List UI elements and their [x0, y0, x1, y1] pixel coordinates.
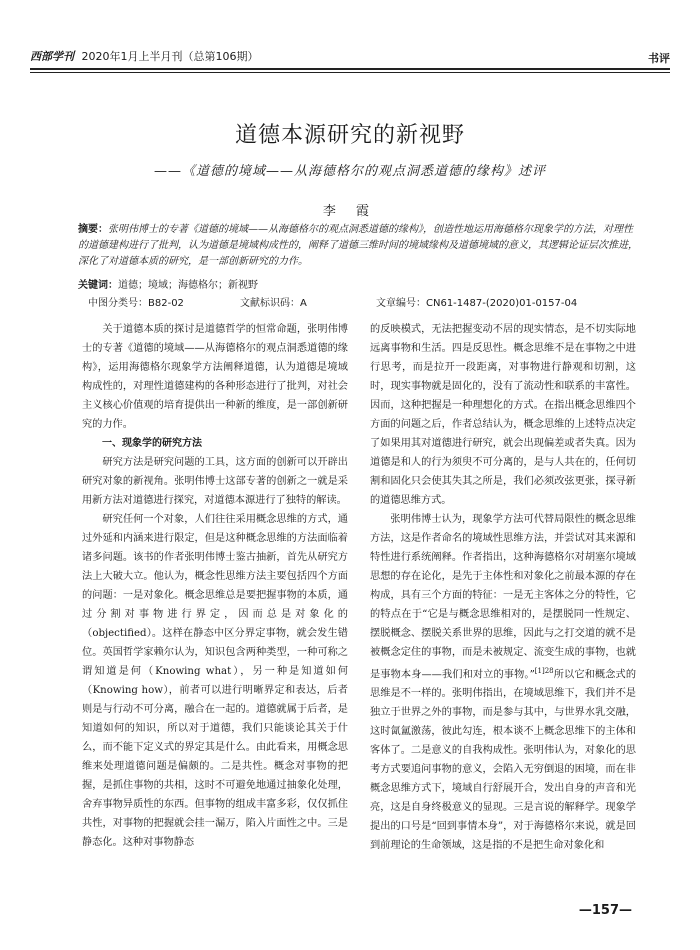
keywords-label: 关键词：	[78, 280, 118, 291]
paragraph: 关于道德本质的探讨是道德哲学的恒常命题，张明伟博士的专著《道德的境域——从海德格尔的观点洞悉道德的缘构》，运用海德格尔现象学方法阐释道德，认为道德是境域构成性的，对理性道德建构的各种形态进行了批判，对社会主义核心价值观的培育提供出一种新的维度，是一部创新研究的力作。	[82, 324, 348, 430]
clc-number: 中图分类号：B82-02	[88, 298, 184, 309]
article-subtitle: ——《道德的境域——从海德格尔的观点洞悉道德的缘构》述评	[153, 164, 546, 179]
keywords	[78, 276, 640, 291]
paragraph-text: 张明伟博士认为，现象学方法可代替局限性的概念思维方法，这是作者命名的境域性思维方法，并尝试对其来源和特性进行系统阐释。作者指出，这种海德格尔对胡塞尔境域思想的存在论化，是先于主体性和对象化之前最本源的存在构成，具有三个方面的特征：一是无主客体之分的特性，它的特点在于“它是与概念思维相对的，是摆脱同一性规定、摆脱概念、摆脱关系世界的思维，因此与之打交道的就不是被概念定住的事物，而是未被规定、流变生成的事物，也就是事物本身——我们和对立的事物。”	[370, 514, 636, 681]
article-author: 李 霞	[322, 204, 378, 219]
journal-issue: 2020年1月上半月刊（总第106期）	[81, 50, 259, 63]
footnote-ref: [1]28	[534, 667, 554, 675]
page-number: —157—	[578, 903, 632, 918]
classification-line	[88, 294, 640, 309]
body-column-left	[82, 320, 348, 852]
article-title: 道德本源研究的新视野	[234, 123, 465, 148]
journal-info	[30, 48, 259, 64]
keywords-text: 道德；境域；海德格尔；新视野	[118, 280, 258, 291]
body-column-right	[370, 320, 636, 855]
article-number: 文章编号：CN61-1487-(2020)01-0157-04	[376, 298, 578, 309]
section-label: 书评	[648, 52, 670, 65]
paragraph	[370, 510, 636, 855]
journal-name: 西部学刊	[30, 50, 74, 63]
abstract	[78, 222, 640, 270]
section-heading: 一、现象学的研究方法	[102, 438, 202, 449]
header-rule-thin	[30, 72, 670, 73]
document-code: 文献标识码：A	[240, 298, 307, 309]
header-rule-thick	[30, 68, 670, 70]
running-header	[30, 48, 670, 68]
paragraph-text: 所以它和概念式的思维是不一样的。张明伟指出，在境域思维下，我们并不是独立于世界之外的事物，而是参与其中，与世界水乳交融，这时氤氲激荡，彼此勾连，根本谈不上概念思维下的主体和客体了。二是意义的自我构成性。张明伟认为，对象化的思考方式要追问事物的意义，会陷入无穷倒退的困境，而在非概念思维方式下，境域自行舒展开合，发出自身的声音和光亮，这是自身终极意义的显现。三是言说的解释学。现象学提出的口号是“回到事情本身”，对于海德格尔来说，就是回到前理论的生命领域，这是指的不是把生命对象化和	[370, 669, 636, 852]
paragraph: 研究方法是研究问题的工具，这方面的创新可以开辟出研究对象的新视角。张明伟博士这部专著的创新之一就是采用新方法对道德进行探究，对道德本源进行了独特的解读。	[82, 457, 348, 506]
paragraph: 研究任何一个对象，人们往往采用概念思维的方式，通过外延和内涵来进行限定，但是这种概念思维的方法面临着诸多问题。该书的作者张明伟博士鉴古抽新，首先从研究方法上大破大立。他认为，概念性思维方法主要包括四个方面的问题：一是对象化。概念思维总是要把握事物的本质，通过分割对事物进行界定，因而总是对象化的（objectified）。这样在静态中区分界定事物，就会发生错位。英国哲学家赖尔认为，知识包含两种类型，一种可称之谓知道是何（Knowing what），另一种是知道如何（Knowing how），前者可以进行明晰界定和表达，后者则是与行动不可分离，融合在一起的。道德就属于后者，是知道如何的知识，所以对于道德，我们只能谈论其关于什么，而不能下定义式的界定其是什么。由此看来，用概念思维来处理道德问题是偏颇的。二是共性。概念对事物的把握，是抓住事物的共相，这时不可避免地通过抽象化处理，舍弃事物异质性的东西。但事物的组成丰富多彩，仅仅抓住共性，对事物的把握就会挂一漏万，陷入片面性之中。三是静态化。这种对事物静态	[82, 514, 348, 848]
paragraph: 的反映模式，无法把握变动不居的现实情态，是不切实际地远离事物和生活。四是反思性。概念思维不是在事物之中进行思考，而是拉开一段距离，对事物进行静观和切割，这时，现实事物就是固化的，没有了流动性和联系的丰富性。因而，这种把握是一种理想化的方式。在指出概念思维四个方面的问题之后，作者总结认为，概念思维的上述特点决定了如果用其对道德进行研究，就会出现偏差或者失真。因为道德是和人的行为须臾不可分离的，是与人共在的，任何切割和固化只会使其失其之所是，我们必须改弦更张，探寻新的道德思维方式。	[370, 324, 636, 506]
abstract-label: 摘要：	[78, 224, 108, 235]
abstract-text: 张明伟博士的专著《道德的境域——从海德格尔的观点洞悉道德的缘构》，创造性地运用海德格尔现象学的方法，对理性的道德建构进行了批判，认为道德是境域构成性的，阐释了道德三维时间的境域缘构及道德境域的意义，其逻辑论证层次推进，深化了对道德本质的研究，是一部创新研究的力作。	[78, 224, 638, 267]
